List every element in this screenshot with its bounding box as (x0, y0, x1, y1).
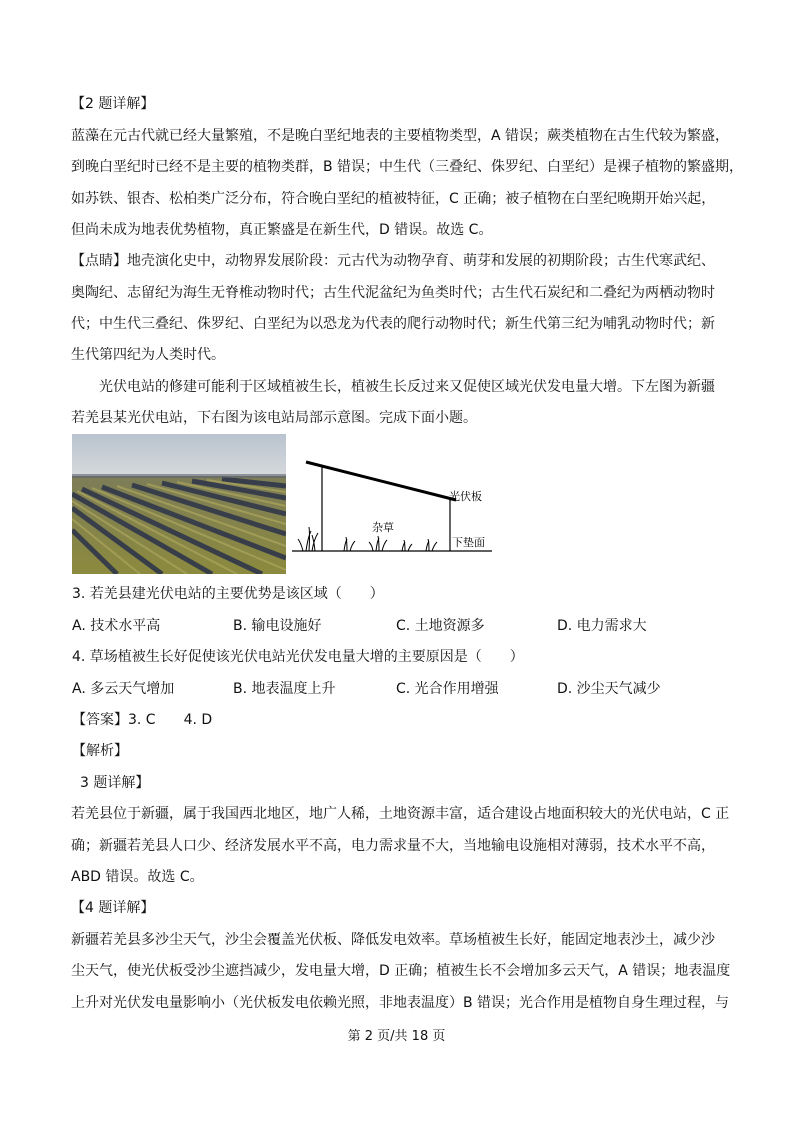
tip-line: 奥陶纪、志留纪为海生无脊椎动物时代；古生代泥盆纪为鱼类时代；古生代石炭纪和二叠纪为两栖动物时 (71, 285, 715, 301)
paragraph-line: 如苏铁、银杏、松柏类广泛分布，符合晚白垩纪的植被特征，C 正确；被子植物在白垩纪晚期开始兴起， (71, 191, 716, 207)
question-4-option-b: B. 地表温度上升 (233, 681, 336, 697)
analysis-label: 【解析】 (72, 743, 128, 759)
intro-line: 若羌县某光伏电站，下右图为该电站局部示意图。完成下面小题。 (71, 410, 477, 426)
question-4-stem: 4. 草场植被生长好促使该光伏电站光伏发电量大增的主要原因是（ ） (72, 649, 524, 665)
tip-line: 生代第四纪为人类时代。 (71, 347, 225, 363)
weed-label: 杂草 (372, 521, 394, 534)
paragraph-line: 但尚未成为地表优势植物，真正繁盛是在新生代，D 错误。故选 C。 (71, 222, 493, 238)
section-3-heading: 3 题详解】 (80, 775, 150, 791)
answer-label: 【答案】 (72, 712, 128, 728)
paragraph-line: 若羌县位于新疆，属于我国西北地区，地广人稀，土地资源丰富，适合建设占地面积较大的光伏电站，C 正 (71, 806, 730, 822)
paragraph-line: 新疆若羌县多沙尘天气，沙尘会覆盖光伏板、降低发电效率。草场植被生长好，能固定地表沙土，减少沙 (71, 932, 715, 948)
section-2-heading: 【2 题详解】 (71, 96, 155, 112)
question-4-option-d: D. 沙尘天气减少 (557, 681, 661, 697)
pv-station-diagram (292, 434, 492, 574)
paragraph-line: 到晚白垩纪时已经不是主要的植物类群，B 错误；中生代（三叠纪、侏罗纪、白垩纪）是裸子植物的繁盛期， (71, 159, 744, 175)
answer-block (72, 710, 212, 730)
section-4-heading: 【4 题详解】 (71, 900, 155, 916)
question-3-option-a: A. 技术水平高 (72, 618, 161, 634)
pv-panel-line (306, 462, 456, 500)
question-4-option-c: C. 光合作用增强 (396, 681, 499, 697)
paragraph-line: ABD 错误。故选 C。 (71, 869, 204, 885)
paragraph-line: 上升对光伏发电量影响小（光伏板发电依赖光照，非地表温度）B 错误；光合作用是植物自身生理过程，与 (71, 995, 730, 1011)
intro-line: 光伏电站的修建可能利于区域植被生长，植被生长反过来又促使区域光伏发电量大增。下左图为新疆 (99, 379, 715, 395)
question-3-option-c: C. 土地资源多 (396, 618, 485, 634)
weed-icon (298, 527, 437, 551)
tip-line: 代；中生代三叠纪、侏罗纪、白垩纪为以恐龙为代表的爬行动物时代；新生代第三纪为哺乳动物时代；新 (71, 316, 715, 332)
panel-label: 光伏板 (449, 490, 482, 503)
answer-text: 3. C 4. D (128, 712, 213, 728)
solar-farm-photo (72, 434, 286, 574)
tip-line: 【点睛】地壳演化史中，动物界发展阶段：元古代为动物孕育、萌芽和发展的初期阶段；古生代寒武纪、 (71, 253, 715, 269)
paragraph-line: 蓝藻在元古代就已经大量繁殖，不是晚白垩纪地表的主要植物类型，A 错误；蕨类植物在古生代较为繁盛， (71, 128, 730, 144)
paragraph-line: 确；新疆若羌县人口少、经济发展水平不高，电力需求量不大，当地输电设施相对薄弱，技术水平不高， (71, 838, 715, 854)
question-4-option-a: A. 多云天气增加 (72, 681, 175, 697)
page-footer: 第 2 页/共 18 页 (347, 1029, 446, 1044)
question-3-stem: 3. 若羌县建光伏电站的主要优势是该区域（ ） (72, 586, 384, 602)
paragraph-line: 尘天气，使光伏板受沙尘遮挡减少，发电量大增，D 正确；植被生长不会增加多云天气，A 错误；地表温度 (71, 963, 731, 979)
question-3-option-b: B. 输电设施好 (233, 618, 322, 634)
ground-label: 下垫面 (452, 536, 485, 549)
question-3-option-d: D. 电力需求大 (557, 618, 647, 634)
